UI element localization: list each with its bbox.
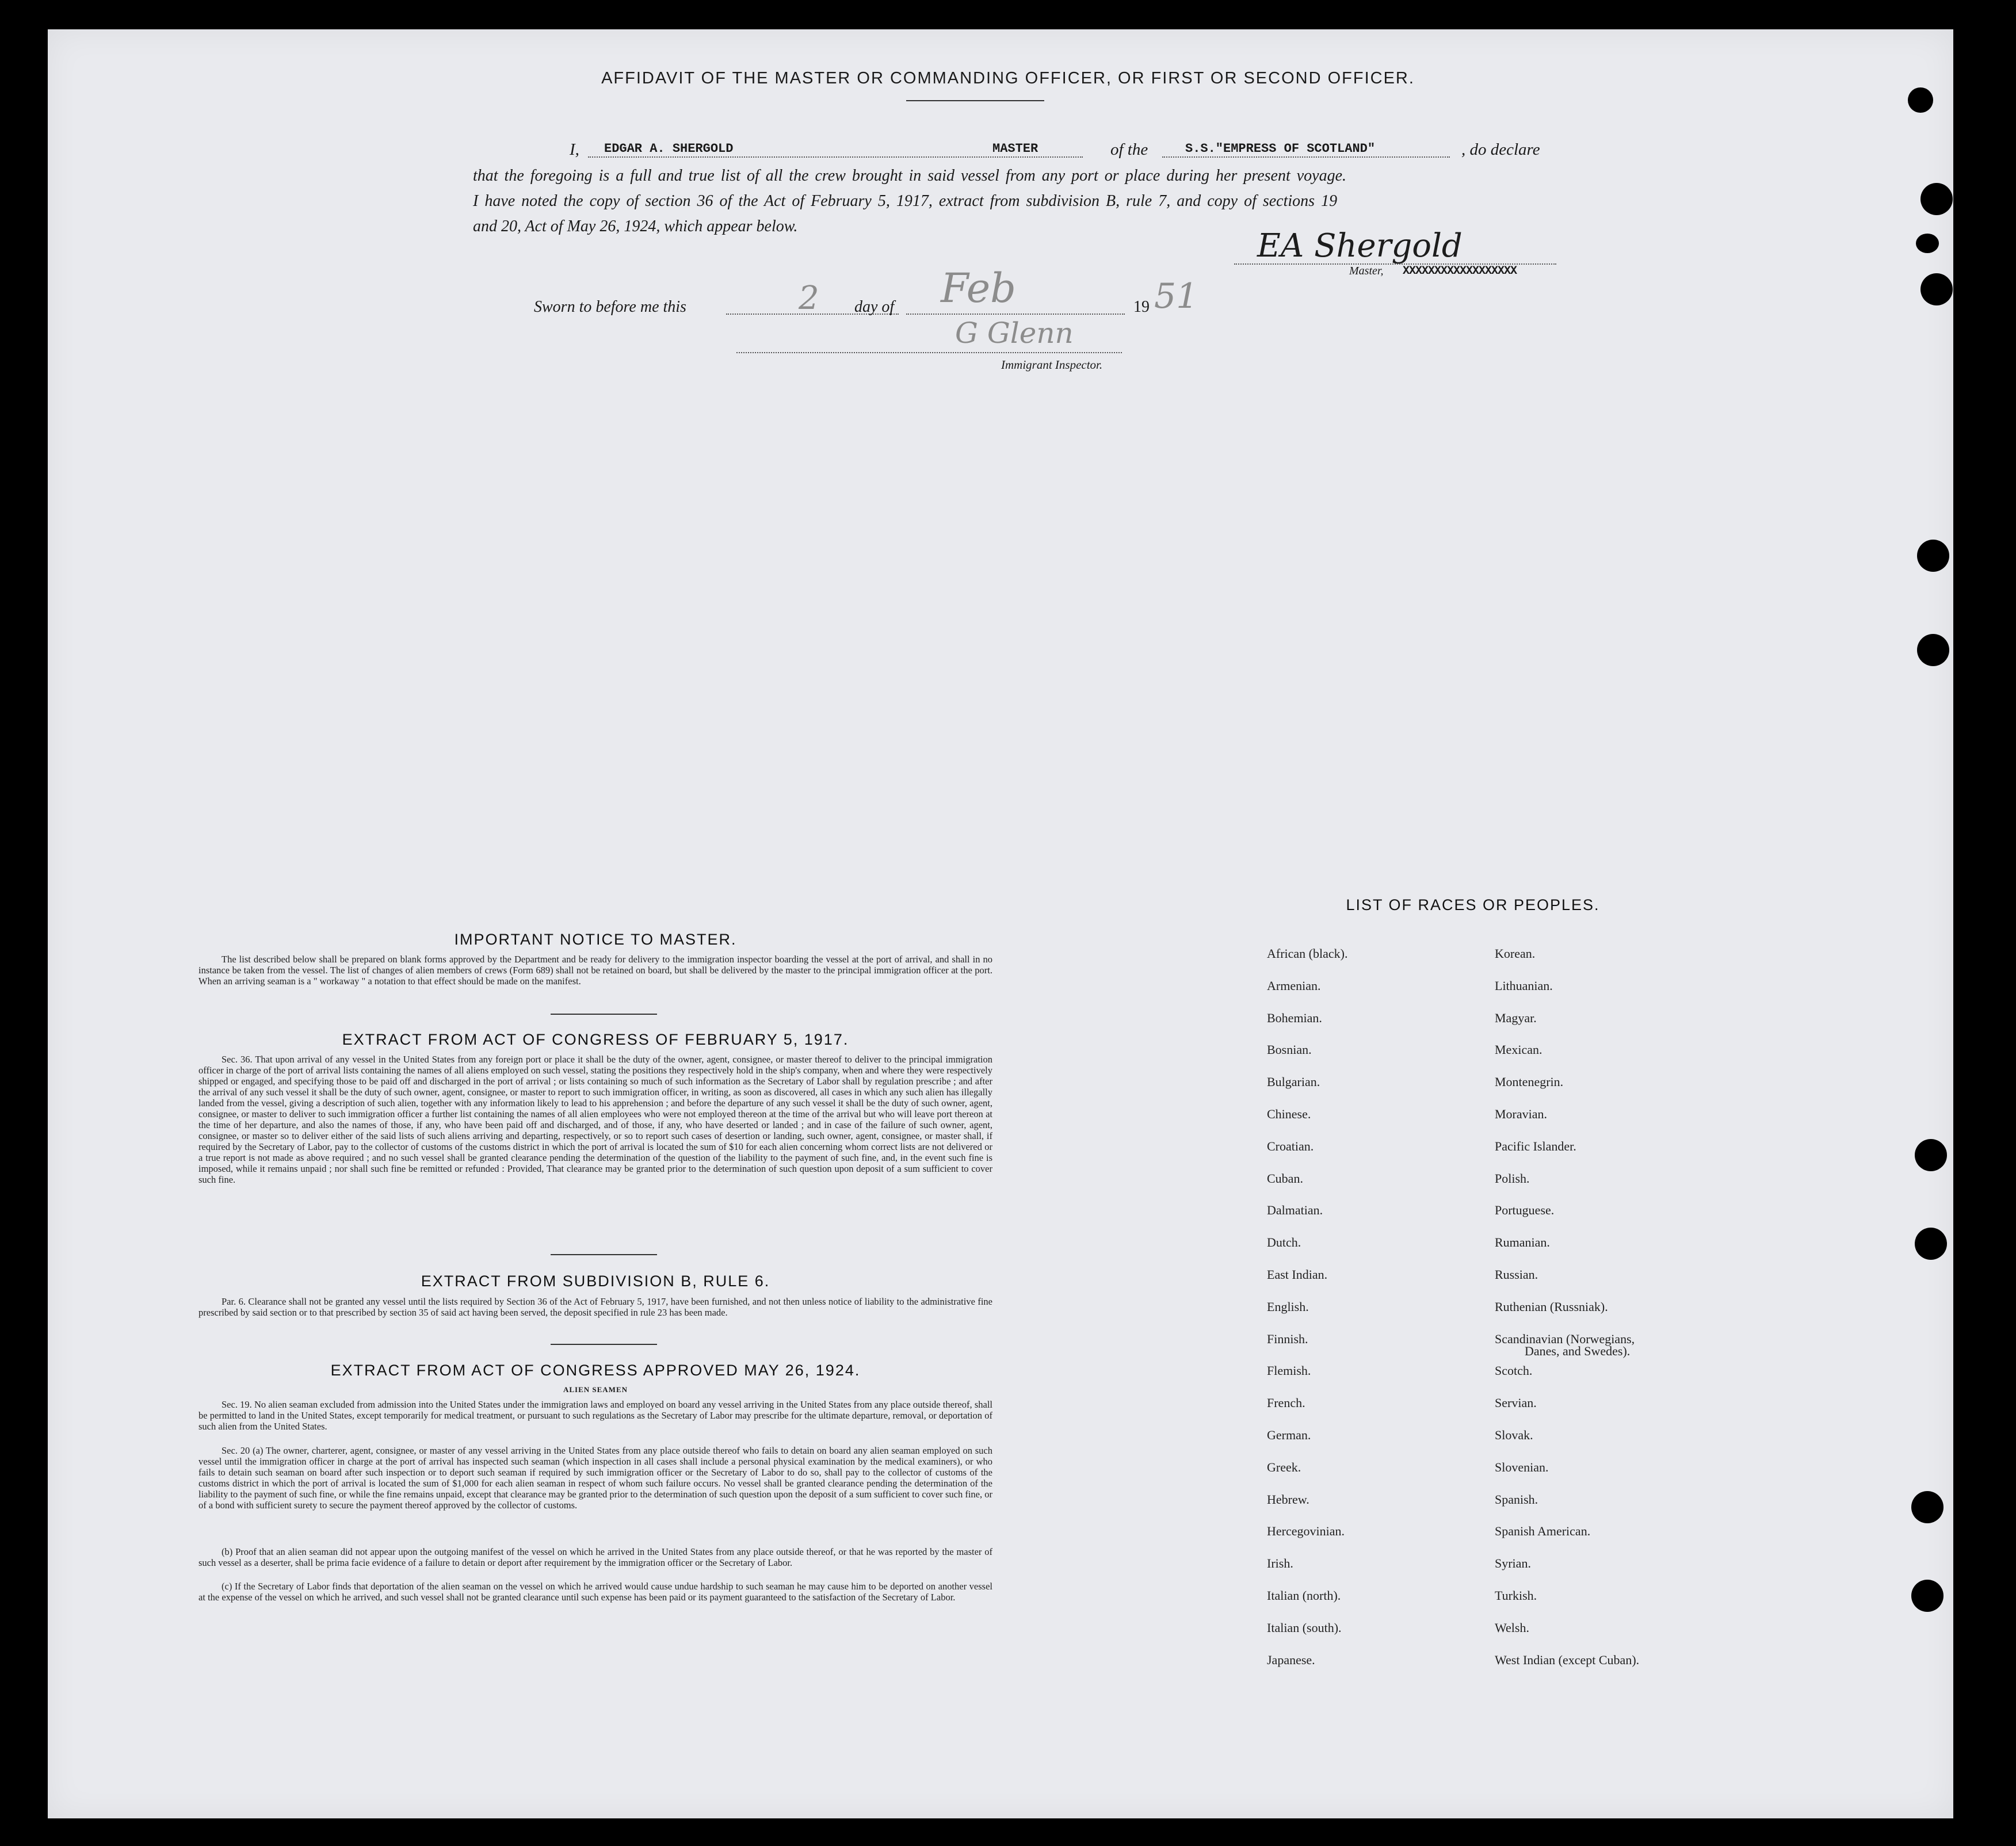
- race-item: Croatian.: [1267, 1139, 1314, 1153]
- race-item: Italian (north).: [1267, 1588, 1341, 1603]
- race-item-continuation: Danes, and Swedes).: [1525, 1344, 1631, 1358]
- race-item: Japanese.: [1267, 1653, 1315, 1667]
- extract-1917-body: Sec. 36. That upon arrival of any vessel in the United States from any foreign port or place it shall be the duty of the owner, agent, consignee, or master thereof to deliver to the principal immigration officer in charge of the port of arrival lists containing the names of all aliens employed on such vessel, stating the positions they respectively hold in the ship's company, when and where they were respectively shipped or engaged, and specifying those to be paid off and discharged in the port of arrival ; or lists containing so much of such information as the Secretary of Labor shall by regulation prescribe ; and after the arrival of any such vessel it shall be the duty of such owner, agent, consignee, or master to report to such immigration officer, in writing, as soon as discovered, all cases in which any such alien has illegally landed from the vessel, giving a description of such alien, together with any information likely to lead to his apprehension ; and before the departure of any such vessel it shall be the duty of such owner, agent, consignee, or master to deliver to such immigration officer a further list containing the names of all alien employees who were not employed thereon at the time of the arrival but who will leave port thereon at the time of her departure, and also the names of those, if any, who have been paid off and discharged, and of those, if any, who have deserted or landed ; and in case of the failure of such owner, agent, consignee, or master so to deliver either of the said lists of such aliens arriving and departing, respectively, or so to report such cases of desertion or landing, such owner, agent, consignee, or master shall, if required by the Secretary of Labor, pay to the collector of customs of the customs district in which the port of arrival is located the sum of $10 for each alien concerning whom correct lists are not delivered or a true report is not made as above required ; and no such vessel shall be granted clearance pending the determination of the question of the liability to the payment of such fine, and, in the event such fine is imposed, while it remains unpaid ; nor shall such fine be remitted or refunded : Provided, That clearance may be granted prior to the determination of such question upon deposit of a sum sufficient to cover such fine.: [198, 1054, 992, 1185]
- race-item: Servian.: [1495, 1396, 1537, 1410]
- race-item: Rumanian.: [1495, 1235, 1550, 1249]
- race-item: Welsh.: [1495, 1620, 1529, 1635]
- race-item: Scotch.: [1495, 1363, 1533, 1378]
- master-signature: EA Shergold: [1257, 227, 1463, 265]
- notice-body: The list described below shall be prepared on blank forms approved by the Department and be ready for delivery to the immigration inspector boarding the vessel at the port of arrival, and shall in no instance be taken from the vessel. The list of changes of alien members of crews (Form 689) shall not be retained on board, but shall be delivered by the master to the principal immigration officer at the port. When an arriving seaman is a " workaway " a notation to that effect should be made on the manifest.: [198, 954, 992, 987]
- affidavit-title: AFFIDAVIT OF THE MASTER OR COMMANDING OFFICER, OR FIRST OR SECOND OFFICER.: [601, 69, 1415, 87]
- signature-caption: Master,: [1349, 265, 1384, 277]
- race-item: Spanish American.: [1495, 1524, 1591, 1538]
- race-item: Polish.: [1495, 1171, 1530, 1186]
- punch-hole: [1920, 273, 1953, 305]
- punch-hole: [1920, 183, 1953, 215]
- race-item: Russian.: [1495, 1267, 1538, 1282]
- race-item: Magyar.: [1495, 1011, 1537, 1025]
- sec20c-body: (c) If the Secretary of Labor finds that deportation of the alien seaman on the vessel on which he arrived would cause undue hardship to such seaman he may cause him to be deported on another vessel at the expense of the vessel on which he arrived, and such vessel shall not be granted clearance until such expense has been paid or its payment guaranteed to the satisfaction of the Secretary of Labor.: [198, 1581, 992, 1603]
- race-item: Bulgarian.: [1267, 1075, 1320, 1089]
- punch-hole: [1915, 1139, 1947, 1171]
- race-item: Turkish.: [1495, 1588, 1537, 1603]
- year-suffix: 51: [1154, 276, 1198, 316]
- race-item: West Indian (except Cuban).: [1495, 1653, 1640, 1667]
- vessel-name: S.S."EMPRESS OF SCOTLAND": [1185, 142, 1376, 156]
- race-item: Mexican.: [1495, 1042, 1542, 1057]
- race-item: Irish.: [1267, 1556, 1293, 1570]
- extract-1924-title: EXTRACT FROM ACT OF CONGRESS APPROVED MAY 26, 1924.: [330, 1362, 861, 1379]
- race-item: Armenian.: [1267, 979, 1321, 993]
- extract-1924-subtitle: ALIEN SEAMEN: [563, 1385, 628, 1394]
- race-item: Greek.: [1267, 1460, 1301, 1474]
- race-item: Italian (south).: [1267, 1620, 1342, 1635]
- punch-hole: [1911, 1491, 1944, 1523]
- race-item: Portuguese.: [1495, 1203, 1555, 1217]
- extract-rule6-body: Par. 6. Clearance shall not be granted any vessel until the lists required by Section 36 of the Act of February 5, 1917, have been furnished, and not then unless notice of liability to the administrative fine prescribed by said section or to that prescribed by section 35 of said act having been served, the deposit specified in rule 23 has been made.: [198, 1296, 992, 1318]
- race-item: African (black).: [1267, 946, 1348, 961]
- inspector-caption: Immigrant Inspector.: [1001, 358, 1103, 372]
- punch-hole: [1908, 87, 1933, 113]
- divider: [551, 1014, 657, 1015]
- race-item: German.: [1267, 1428, 1311, 1442]
- race-item: Dutch.: [1267, 1235, 1301, 1249]
- race-item: Moravian.: [1495, 1107, 1548, 1121]
- race-item: Hebrew.: [1267, 1492, 1309, 1507]
- race-item: Slovak.: [1495, 1428, 1533, 1442]
- inspector-signature: G Glenn: [955, 316, 1074, 350]
- affidavit-i-label: I,: [570, 140, 579, 159]
- signature-struck-title: XXXXXXXXXXXXXXXXXX: [1403, 265, 1517, 278]
- race-item: Scandinavian (Norwegians,: [1495, 1332, 1635, 1346]
- punch-hole: [1911, 1580, 1944, 1612]
- races-title: LIST OF RACES OR PEOPLES.: [1346, 896, 1600, 914]
- race-item: Lithuanian.: [1495, 979, 1553, 993]
- race-item: English.: [1267, 1300, 1309, 1314]
- sworn-month: Feb: [941, 265, 1016, 312]
- of-the-label: of the: [1110, 140, 1148, 159]
- vessel-line: [1162, 156, 1450, 158]
- divider: [551, 1254, 657, 1255]
- sec20b-body: (b) Proof that an alien seaman did not appear upon the outgoing manifest of the vessel on which he arrived in the United States from any place outside thereof, or that he was reported by the master of such vessel as a deserter, shall be prima facie evidence of a failure to detain or deport after requirement by the immigration officer or the Secretary of Labor.: [198, 1546, 992, 1568]
- race-item: Chinese.: [1267, 1107, 1311, 1121]
- punch-hole: [1915, 1228, 1947, 1260]
- punch-hole: [1917, 540, 1949, 572]
- sec20a-body: Sec. 20 (a) The owner, charterer, agent, consignee, or master of any vessel arriving in the United States from any place outside thereof who fails to detain on board any alien seaman employed on such vessel until the immigration officer in charge at the port of arrival has inspected such seaman (which inspection in all cases shall include a personal physical examination by the medical examiners), or who fails to detain such seaman on board after such inspection or to deport such seaman if required by such immigration officer or the Secretary of Labor to do so, shall pay to the collector of customs of the customs district in which the port of arrival is located the sum of $1,000 for each alien seaman in respect of whom such failure occurs. No vessel shall be granted clearance pending the determination of the liability to the payment of such fine, or while the fine remains unpaid, except that clearance may be granted prior to the determination of such question upon the deposit of a sum sufficient to cover such fine, or of a bond with sufficient surety to secure the payment thereof approved by the collector of customs.: [198, 1445, 992, 1511]
- punch-hole: [1917, 634, 1949, 666]
- race-item: French.: [1267, 1396, 1305, 1410]
- sec19-body: Sec. 19. No alien seaman excluded from admission into the United States under the immigration laws and employed on board any vessel arriving in the United States from any place outside thereof, shall be permitted to land in the United States, except temporarily for medical treatment, or pursuant to such regulations as the Secretary of Labor may prescribe for the ultimate departure, removal, or deportation of such alien from the United States.: [198, 1399, 992, 1432]
- divider: [551, 1344, 657, 1345]
- title-underline: [906, 100, 1044, 101]
- sworn-label: Sworn to before me this: [534, 298, 686, 316]
- extract-1917-title: EXTRACT FROM ACT OF CONGRESS OF FEBRUARY 5, 1917.: [342, 1031, 849, 1048]
- race-item: Finnish.: [1267, 1332, 1308, 1346]
- race-item: Montenegrin.: [1495, 1075, 1564, 1089]
- race-item: East Indian.: [1267, 1267, 1328, 1282]
- race-item: Ruthenian (Russniak).: [1495, 1300, 1608, 1314]
- race-item: Dalmatian.: [1267, 1203, 1323, 1217]
- do-declare-label: , do declare: [1461, 140, 1540, 159]
- punch-hole: [1916, 234, 1939, 253]
- master-rank: MASTER: [992, 142, 1038, 156]
- race-item: Spanish.: [1495, 1492, 1538, 1507]
- sworn-day: 2: [799, 280, 819, 317]
- race-item: Slovenian.: [1495, 1460, 1549, 1474]
- race-item: Hercegovinian.: [1267, 1524, 1345, 1538]
- day-of-label: day of: [854, 298, 895, 316]
- master-name-line: [588, 156, 1083, 158]
- extract-rule6-title: EXTRACT FROM SUBDIVISION B, RULE 6.: [421, 1272, 770, 1290]
- race-item: Bosnian.: [1267, 1042, 1312, 1057]
- race-item: Bohemian.: [1267, 1011, 1322, 1025]
- race-item: Flemish.: [1267, 1363, 1311, 1378]
- year-prefix: 19: [1133, 298, 1150, 316]
- race-item: Pacific Islander.: [1495, 1139, 1576, 1153]
- notice-title: IMPORTANT NOTICE TO MASTER.: [454, 931, 737, 948]
- inspector-line: [736, 352, 1122, 353]
- race-item: Korean.: [1495, 946, 1536, 961]
- race-item: Syrian.: [1495, 1556, 1531, 1570]
- master-name: EDGAR A. SHERGOLD: [604, 142, 734, 156]
- sworn-month-line: [906, 314, 1125, 315]
- affidavit-line-4: and 20, Act of May 26, 1924, which appear below.: [473, 217, 798, 235]
- affidavit-line-2: that the foregoing is a full and true list of all the crew brought in said vessel from any port or place during her present voyage.: [473, 167, 1347, 185]
- affidavit-line-3: I have noted the copy of section 36 of the Act of February 5, 1917, extract from subdivision B, rule 7, and copy of sections 19: [473, 192, 1338, 210]
- race-item: Cuban.: [1267, 1171, 1303, 1186]
